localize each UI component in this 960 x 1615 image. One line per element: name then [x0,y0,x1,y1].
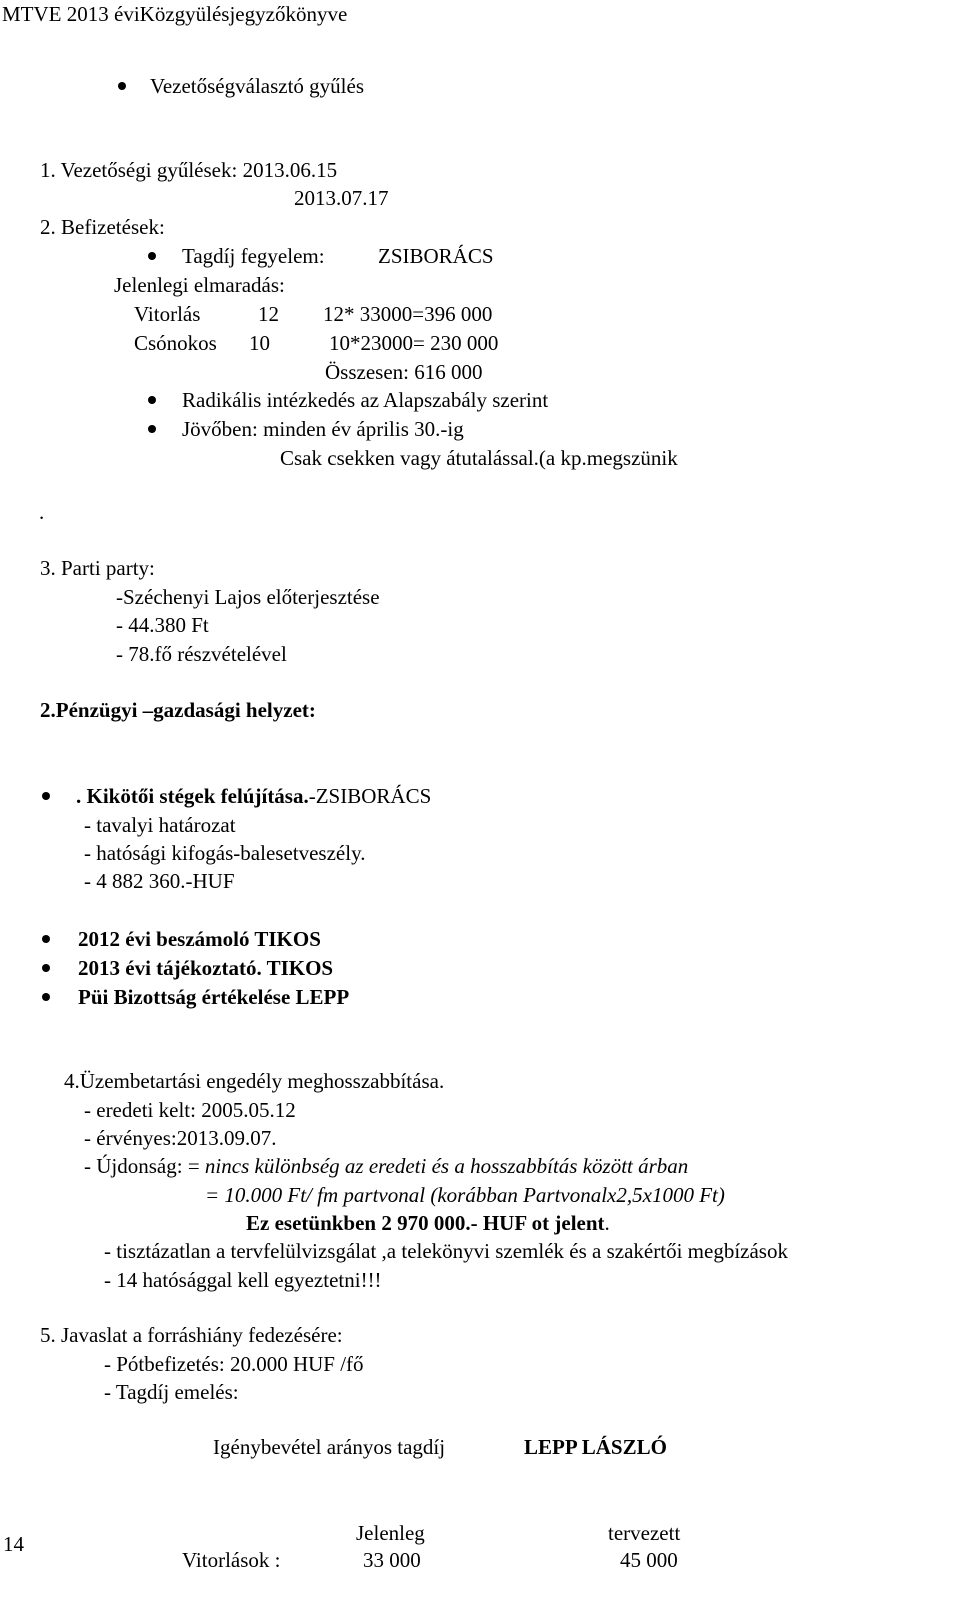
osszesen-total: Összesen: 616 000 [325,360,483,384]
section-title: 4.Üzembetartási engedély meghosszabbítása. [64,1069,445,1093]
bullet-dot [148,252,156,260]
bullet-dot [42,935,50,943]
jelenlegi-label: Jelenlegi elmaradás: [114,273,285,297]
ez-bold: Ez esetünkben 2 970 000.- HUF ot jelent [246,1211,605,1235]
tagdij-label: Tagdíj fegyelem: [182,244,325,268]
page-number: 14 [3,1532,24,1556]
section-title [40,700,316,721]
item2-label: 2. Befizetések: [40,215,165,239]
lepp-name: LEPP LÁSZLÓ [524,1435,667,1459]
kikotoi-name: -ZSIBORÁCS [308,784,432,808]
bullet-dot [42,993,50,1001]
sec4-line: - érvényes:2013.09.07. [84,1126,277,1150]
bullet-dot [148,396,156,404]
kikotoi-line: - hatósági kifogás-balesetveszély. [84,841,366,865]
vitorlas-label: Vitorlás [134,302,201,326]
sec5-line: - Pótbefizetés: 20.000 HUF /fő [104,1352,364,1376]
bullet-dot [42,964,50,972]
igeny-text: Igénybevétel arányos tagdíj [213,1435,446,1459]
radikalis-text: Radikális intézkedés az Alapszabály szerint [182,388,549,412]
bullet-dot [118,82,126,90]
jovoben-text: Jövőben: minden év április 30.-ig [182,417,464,441]
table-row-label: Vitorlások : [182,1548,281,1572]
table-col-header: tervezett [608,1521,681,1545]
title-part: –gazdasági helyzet: [142,698,316,722]
bullet-dot [42,792,50,800]
ez-line [246,1213,610,1234]
item1-label: 1. Vezetőségi gyűlések: 2013.06.15 [40,158,338,182]
item3-line: - 44.380 Ft [116,613,209,637]
table-cell: 33 000 [363,1548,421,1572]
vitorlas-calc: 12* 33000=396 000 [323,302,493,326]
dash-line: - tisztázatlan a tervfelülvizsgálat ,a telekönyvi szemlék és a szakértői megbízások [104,1239,788,1263]
sec5-line: - Tagdíj emelés: [104,1380,239,1404]
fee-line: = 10.000 Ft/ fm partvonal (korábban Partvonalx2,5x1000 Ft) [205,1183,725,1207]
csak-text: Csak csekken vagy átutalással.(a kp.megszünik [280,446,678,470]
stray-dot: . [39,500,45,524]
kikotoi-title-bold: . Kikötői stégek felújítása. [76,784,309,808]
vitorlas-count: 12 [258,302,279,326]
csonakos-calc: 10*23000= 230 000 [329,331,499,355]
section-title: 5. Javaslat a forráshiány fedezésére: [40,1323,343,1347]
ujdonsag-line [84,1156,688,1177]
item1-date2: 2013.07.17 [294,186,389,210]
title-part: 2.Pénzügyi [40,698,143,722]
section-title: Vezetőségválasztó gyűlés [150,74,365,98]
csonakos-label: Csónokos [134,331,217,355]
bullet-bold-item: 2013 évi tájékoztató. TIKOS [78,956,334,980]
ujdonsag-prefix: - Újdonság: = [84,1154,205,1178]
dash-line: - 14 hatósággal kell egyeztetni!!! [104,1268,382,1292]
page-header: MTVE 2013 éviKözgyülésjegyzőkönyve [2,2,348,26]
bullet-bold-item: Püi Bizottság értékelése LEPP [78,985,350,1009]
kikotoi-line: - 4 882 360.-HUF [84,869,235,893]
sec4-line: - eredeti kelt: 2005.05.12 [84,1098,296,1122]
item3-line: -Széchenyi Lajos előterjesztése [116,585,380,609]
bullet-bold-item: 2012 évi beszámoló TIKOS [78,927,321,951]
kikotoi-line: - tavalyi határozat [84,813,236,837]
ez-end: . [604,1211,610,1235]
csonakos-count: 10 [249,331,270,355]
item3-label: 3. Parti party: [40,556,155,580]
item3-line: - 78.fő részvételével [116,642,287,666]
bullet-dot [148,425,156,433]
table-cell: 45 000 [620,1548,678,1572]
tagdij-name: ZSIBORÁCS [378,244,494,268]
kikotoi-title [76,786,431,807]
table-col-header: Jelenleg [356,1521,425,1545]
ujdonsag-italic: nincs különbség az eredeti és a hosszabbítás között árban [204,1154,689,1178]
